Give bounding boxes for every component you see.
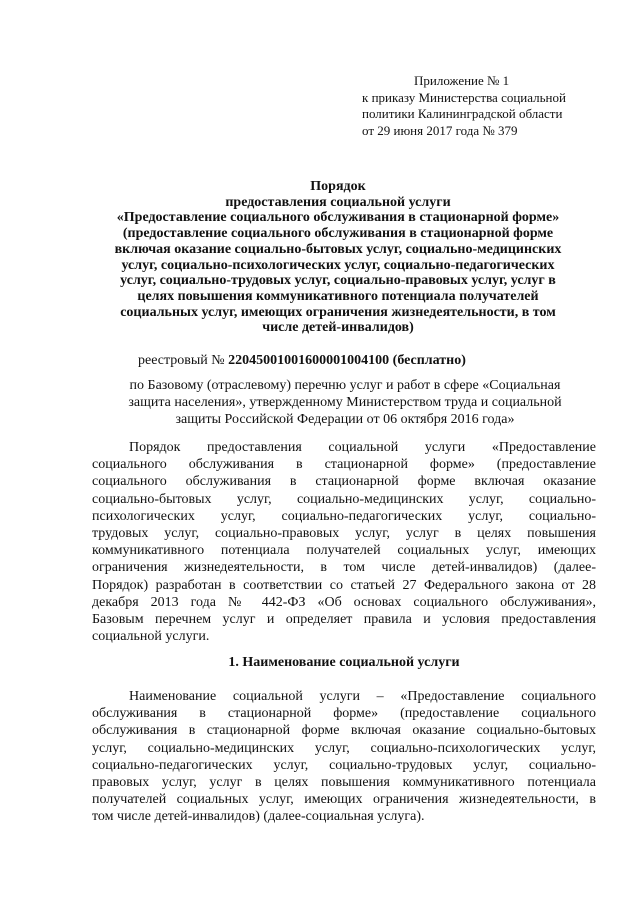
basis-line: защиты Российской Федерации от 06 октября 2016 года» (175, 412, 515, 427)
basis-statement (92, 377, 598, 428)
title-line: социальных услуг, имеющих ограничения жизнедеятельности, в том (120, 304, 556, 320)
registry-prefix: реестровый № (138, 353, 229, 368)
paragraph-line: Наименование социальной услуги – «Предоставление социального (129, 689, 596, 704)
registry-number (138, 353, 466, 369)
paragraph-line: правовых услуг, услуг в целях повышения коммуникативного потенциала (92, 774, 596, 790)
paragraph-line: трудовых услуг, социально-правовых услуг, услуг в целях повышения (92, 525, 596, 541)
service-name-paragraph (92, 688, 596, 826)
paragraph-line: ограничения жизнедеятельности, в том числе детей-инвалидов) (далее- (92, 560, 596, 576)
title-line: числе детей-инвалидов) (262, 320, 414, 336)
title-line: (предоставление социального обслуживания в стационарной форме (122, 226, 554, 242)
paragraph-line: коммуникативного потенциала получателей социальных услуг, имеющих (92, 543, 596, 559)
basis-line: по Базовому (отраслевому) перечню услуг и работ в сфере «Социальная (129, 378, 561, 393)
appendix-line: Приложение № 1 (414, 73, 510, 88)
paragraph-line: услуг, социально-медицинских услуг, социально-психологических услуг, (92, 740, 596, 756)
paragraph-line: социальной услуги. (92, 629, 210, 645)
appendix-line: от 29 июня 2017 года № 379 (362, 122, 518, 138)
title-line: услуг, социально-трудовых услуг, социально-правовых услуг, услуг в (120, 273, 556, 289)
title-line: предоставления социальной услуги (225, 194, 451, 210)
paragraph-line: социального обслуживания в стационарной форме» (предоставление (92, 457, 596, 473)
paragraph-line: декабря 2013 года № 442-ФЗ «Об основах социального обслуживания», (92, 594, 596, 610)
document-title (86, 179, 590, 336)
registry-code: 22045001001600001004100 (бесплатно) (228, 353, 466, 368)
paragraph-line: социально-педагогических услуг, социально-трудовых услуг, социально- (92, 757, 596, 773)
appendix-line: к приказу Министерства социальной (362, 89, 566, 105)
section-heading: 1. Наименование социальной услуги (228, 655, 460, 670)
paragraph-line: психологических услуг, социально-педагогических услуг, социально- (92, 508, 596, 524)
paragraph-line: обслуживания в стационарной форме включая оказание социально-бытовых (92, 723, 596, 739)
paragraph-line: социального обслуживания в стационарной форме включая оказание (92, 474, 596, 490)
paragraph-line: том числе детей-инвалидов) (далее-социальная услуга). (92, 809, 425, 825)
paragraph-line: обслуживания в стационарной форме» (предоставление социального (92, 706, 596, 722)
basis-line: защита населения», утвержденному Министерством труда и социальной (128, 395, 562, 410)
paragraph-line: социально-бытовых услуг, социально-медицинских услуг, социально- (92, 491, 596, 507)
appendix-note (362, 73, 612, 139)
title-line: «Предоставление социального обслуживания в стационарной форме» (116, 210, 560, 226)
intro-paragraph (92, 439, 596, 645)
paragraph-line: Базовым перечнем услуг и определяет правила и условия предоставления (92, 611, 596, 627)
title-line: услуг, социально-психологических услуг, социально-педагогических (121, 257, 555, 273)
paragraph-line: Порядок предоставления социальной услуги «Предоставление (129, 440, 596, 455)
paragraph-line: Порядок) разработан в соответствии со статьей 27 Федерального закона от 28 (92, 577, 596, 593)
appendix-line: политики Калининградской области (362, 106, 563, 121)
title-line: Порядок (310, 179, 366, 194)
title-line: целях повышения коммуникативного потенциала получателей (137, 288, 539, 304)
paragraph-line: получателей социальных услуг, имеющих ограничения жизнедеятельности, в (92, 792, 596, 808)
title-line: включая оказание социально-бытовых услуг, социально-медицинских (114, 241, 562, 257)
